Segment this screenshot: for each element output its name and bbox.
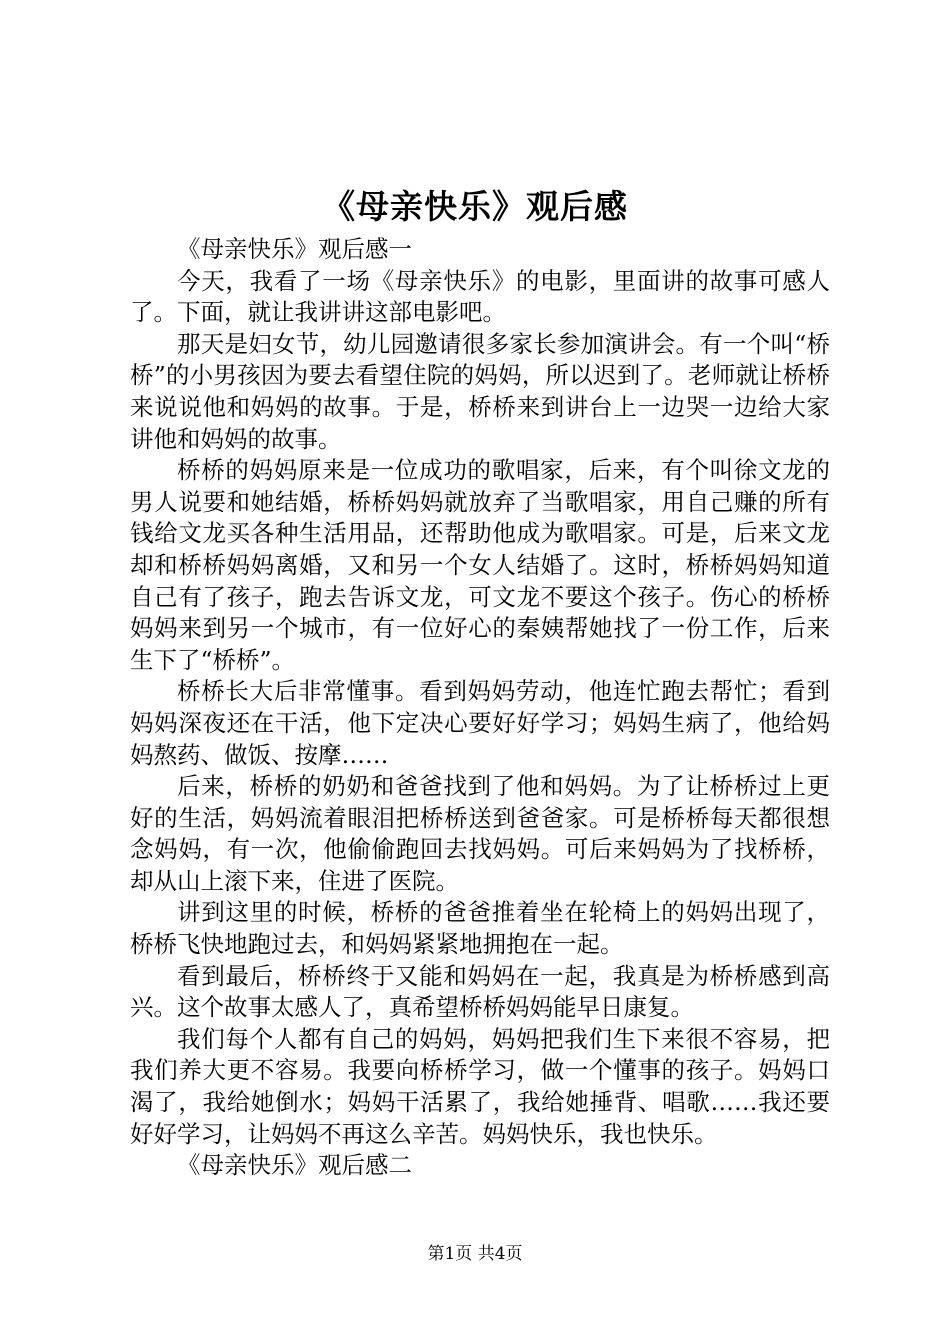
section-heading-2: 《母亲快乐》观后感二 xyxy=(177,1151,412,1180)
paragraph: 桥桥长大后非常懂事。看到妈妈劳动，他连忙跑去帮忙；看到妈妈深夜还在干活，他下定决心要好好学习；妈妈生病了，他给妈妈熬药、做饭、按摩…… xyxy=(130,677,830,769)
section-heading-1: 《母亲快乐》观后感一 xyxy=(177,235,412,263)
paragraph: 看到最后，桥桥终于又能和妈妈在一起，我真是为桥桥感到高兴。这个故事太感人了，真希望桥桥妈妈能早日康复。 xyxy=(130,961,830,1022)
paragraph: 今天，我看了一场《母亲快乐》的电影，里面讲的故事可感人了。下面，就让我讲讲这部电影吧。 xyxy=(130,266,830,327)
paragraph: 后来，桥桥的奶奶和爸爸找到了他和妈妈。为了让桥桥过上更好的生活，妈妈流着眼泪把桥桥送到爸爸家。可是桥桥每天都很想念妈妈，有一次，他偷偷跑回去找妈妈。可后来妈妈为了找桥桥，却从山上滚下来，住进了医院。 xyxy=(130,772,830,895)
paragraph: 桥桥的妈妈原来是一位成功的歌唱家，后来，有个叫徐文龙的男人说要和她结婚，桥桥妈妈就放弃了当歌唱家，用自己赚的所有钱给文龙买各种生活用品，还帮助他成为歌唱家。可是，后来文龙却和桥桥妈妈离婚，又和另一个女人结婚了。这时，桥桥妈妈知道自己有了孩子，跑去告诉文龙，可文龙不要这个孩子。伤心的桥桥妈妈来到另一个城市，有一位好心的秦姨帮她找了一份工作，后来生下了“桥桥”。 xyxy=(130,456,830,674)
document-title: 《母亲快乐》观后感 xyxy=(322,187,628,226)
paragraph: 讲到这里的时候，桥桥的爸爸推着坐在轮椅上的妈妈出现了，桥桥飞快地跑过去，和妈妈紧紧地拥抱在一起。 xyxy=(130,898,830,959)
document-body xyxy=(130,234,830,1182)
page-footer: 第1页 共4页 xyxy=(427,1244,523,1264)
paragraph: 我们每个人都有自己的妈妈，妈妈把我们生下来很不容易，把我们养大更不容易。我要向桥桥学习，做一个懂事的孩子。妈妈口渴了，我给她倒水；妈妈干活累了，我给她捶背、唱歌……我还要好好学习，让妈妈不再这么辛苦。妈妈快乐，我也快乐。 xyxy=(130,1024,830,1148)
paragraph: 那天是妇女节，幼儿园邀请很多家长参加演讲会。有一个叫“桥桥”的小男孩因为要去看望住院的妈妈，所以迟到了。老师就让桥桥来说说他和妈妈的故事。于是，桥桥来到讲台上一边哭一边给大家讲他和妈妈的故事。 xyxy=(130,329,830,453)
